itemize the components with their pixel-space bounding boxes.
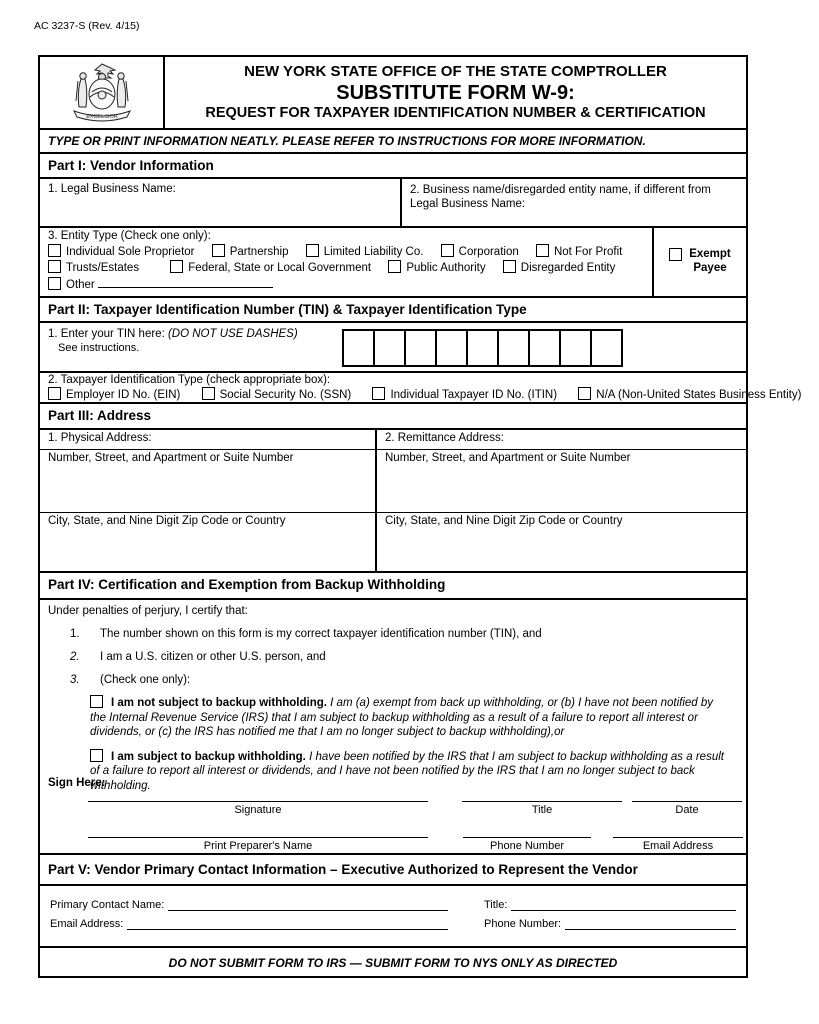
checkbox-public-authority[interactable]	[388, 260, 401, 273]
form-number: AC 3237-S (Rev. 4/15)	[34, 20, 140, 32]
tin-digit-box[interactable]	[404, 329, 437, 367]
part3-header: Part III: Address	[40, 404, 746, 430]
signature-label: Signature	[234, 804, 282, 816]
entity-federal-state-local-government[interactable]: Federal, State or Local Government	[170, 262, 371, 274]
nys-seal	[40, 57, 165, 128]
nys-coat-of-arms-icon	[54, 61, 150, 125]
idtype-na-foreign[interactable]: N/A (Non-United States Business Entity)	[578, 389, 801, 401]
print-preparer-name-line[interactable]	[88, 837, 428, 838]
address-table	[40, 430, 746, 573]
checkbox-not-for-profit[interactable]	[536, 244, 549, 257]
entity-disregarded-entity[interactable]: Disregarded Entity	[503, 262, 616, 274]
entity-individual-sole-proprietor[interactable]: Individual Sole Proprietor	[48, 246, 195, 258]
exempt-payee-cell	[654, 228, 746, 296]
tin-digit-box[interactable]	[528, 329, 561, 367]
contact-title-label: Title:	[484, 899, 508, 911]
do-not-submit-note: DO NOT SUBMIT FORM TO IRS — SUBMIT FORM TO NYS ONLY AS DIRECTED	[168, 955, 618, 970]
remittance-city-field[interactable]: City, State, and Nine Digit Zip Code or Country	[385, 515, 623, 527]
tin-digit-box[interactable]	[497, 329, 530, 367]
contact-phone-input[interactable]	[565, 917, 736, 930]
idtype-ein[interactable]: Employer ID No. (EIN)	[48, 389, 180, 401]
contact-email-input[interactable]	[127, 917, 448, 930]
part1-header: Part I: Vendor Information	[40, 154, 746, 179]
business-name-field[interactable]: 2. Business name/disregarded entity name, if different from Legal Business Name:	[410, 184, 711, 211]
certification-item-1: 1. The number shown on this form is my correct taxpayer identification number (TIN), and	[70, 628, 542, 640]
option-subject-backup-withholding: I am subject to backup withholding. I have been notified by the IRS that I am subject to backup withholding as a result of a failure to report all interest or dividends, and I have not been notified by the IRS that I am no longer subject to back withholding.	[90, 750, 724, 792]
tin-digit-box[interactable]	[559, 329, 592, 367]
contact-phone-label: Phone Number:	[484, 918, 562, 930]
primary-contact-name-input[interactable]	[168, 898, 448, 911]
physical-city-field[interactable]: City, State, and Nine Digit Zip Code or Country	[40, 513, 377, 571]
w9-form	[38, 55, 802, 978]
checkbox-corporation[interactable]	[441, 244, 454, 257]
checkbox-itin[interactable]	[372, 387, 385, 400]
part1-name-row	[40, 179, 746, 228]
part2-header: Part II: Taxpayer Identification Number (TIN) & Taxpayer Identification Type	[40, 298, 746, 323]
legal-business-name-field[interactable]: 1. Legal Business Name:	[40, 179, 402, 226]
phone-number-line[interactable]	[463, 837, 591, 838]
entity-trusts-estates[interactable]: Trusts/Estates	[48, 262, 139, 274]
checkbox-not-subject-withholding[interactable]	[90, 695, 103, 708]
checkbox-individual-sole-proprietor[interactable]	[48, 244, 61, 257]
tin-section	[40, 323, 746, 373]
print-preparer-name-label: Print Preparer's Name	[203, 840, 313, 852]
date-label: Date	[675, 804, 699, 816]
entity-not-for-profit[interactable]: Not For Profit	[536, 246, 622, 258]
taxpayer-id-type-label: 2. Taxpayer Identification Type (check appropriate box):	[48, 374, 331, 386]
physical-street-field[interactable]: Number, Street, and Apartment or Suite Number	[40, 450, 377, 512]
certification-intro: Under penalties of perjury, I certify that:	[48, 605, 248, 617]
other-entity-input[interactable]	[98, 276, 273, 288]
exempt-payee-label-line2: Payee	[693, 262, 727, 274]
checkbox-ssn[interactable]	[202, 387, 215, 400]
contact-email-label: Email Address:	[50, 918, 124, 930]
tin-no-dashes-note: (DO NOT USE DASHES)	[167, 328, 298, 340]
checkbox-federal-state-local-government[interactable]	[170, 260, 183, 273]
checkbox-partnership[interactable]	[212, 244, 225, 257]
entity-corporation[interactable]: Corporation	[441, 246, 519, 258]
certification-item-3: 3. (Check one only):	[70, 674, 191, 686]
contact-section	[40, 886, 746, 948]
part5-header: Part V: Vendor Primary Contact Information – Executive Authorized to Represent the Vendor	[40, 855, 746, 886]
instruction-banner: TYPE OR PRINT INFORMATION NEATLY. PLEASE REFER TO INSTRUCTIONS FOR MORE INFORMATION.	[40, 130, 746, 154]
contact-title-input[interactable]	[511, 898, 736, 911]
seal-motto: EXCELSIOR	[85, 113, 118, 120]
entity-partnership[interactable]: Partnership	[212, 246, 289, 258]
certification-item-2: 2. I am a U.S. citizen or other U.S. person, and	[70, 651, 326, 663]
entity-public-authority[interactable]: Public Authority	[388, 262, 485, 274]
checkbox-disregarded-entity[interactable]	[503, 260, 516, 273]
tin-digit-box[interactable]	[466, 329, 499, 367]
checkbox-exempt-payee[interactable]	[669, 248, 682, 261]
remittance-street-field[interactable]: Number, Street, and Apartment or Suite Number	[385, 452, 631, 464]
checkbox-na-foreign[interactable]	[578, 387, 591, 400]
checkbox-other[interactable]	[48, 277, 61, 290]
entity-type-label: 3. Entity Type (Check one only):	[48, 230, 211, 242]
tin-input-boxes[interactable]	[342, 329, 623, 367]
form-header	[40, 57, 746, 130]
phone-number-label: Phone Number	[490, 840, 564, 852]
physical-address-label: 1. Physical Address:	[40, 430, 377, 449]
form-subtitle: REQUEST FOR TAXPAYER IDENTIFICATION NUMBER & CERTIFICATION	[205, 104, 706, 121]
idtype-ssn[interactable]: Social Security No. (SSN)	[202, 389, 352, 401]
email-address-line[interactable]	[613, 837, 743, 838]
primary-contact-name-label: Primary Contact Name:	[50, 899, 165, 911]
idtype-itin[interactable]: Individual Taxpayer ID No. (ITIN)	[372, 389, 557, 401]
email-address-label: Email Address	[642, 840, 714, 852]
exempt-payee-label-line1: Exempt	[689, 248, 731, 261]
taxpayer-id-type-section	[40, 373, 802, 404]
tin-label: 1. Enter your TIN here:	[48, 328, 165, 340]
certification-section	[40, 600, 746, 855]
date-line[interactable]	[632, 801, 742, 802]
title-line[interactable]	[462, 801, 622, 802]
tin-digit-box[interactable]	[342, 329, 375, 367]
tin-digit-box[interactable]	[590, 329, 623, 367]
form-title: SUBSTITUTE FORM W-9:	[336, 81, 575, 104]
entity-other[interactable]: Other	[48, 279, 273, 291]
tin-digit-box[interactable]	[373, 329, 406, 367]
part4-header: Part IV: Certification and Exemption from Backup Withholding	[40, 573, 746, 600]
checkbox-subject-withholding[interactable]	[90, 749, 103, 762]
agency-title: NEW YORK STATE OFFICE OF THE STATE COMPTROLLER	[244, 62, 667, 80]
sign-here-label: Sign Here:	[48, 777, 106, 789]
tin-digit-box[interactable]	[435, 329, 468, 367]
entity-limited-liability-co[interactable]: Limited Liability Co.	[306, 246, 424, 258]
entity-type-section	[40, 228, 746, 298]
checkbox-limited-liability-co[interactable]	[306, 244, 319, 257]
title-label: Title	[531, 804, 553, 816]
tin-see-instructions: See instructions.	[58, 342, 140, 354]
remittance-address-label: 2. Remittance Address:	[385, 432, 504, 444]
option-not-subject-backup-withholding: I am not subject to backup withholding. I am (a) exempt from back up withholding, or (b) I have not been notified by the Internal Revenue Service (IRS) that I am subject to backup withholding as a result of a failure to report all interest or dividends, or (c) the IRS has notified me that I am no longer subject to backup withholding),or	[90, 697, 714, 739]
signature-line[interactable]	[88, 801, 428, 802]
checkbox-trusts-estates[interactable]	[48, 260, 61, 273]
checkbox-ein[interactable]	[48, 387, 61, 400]
